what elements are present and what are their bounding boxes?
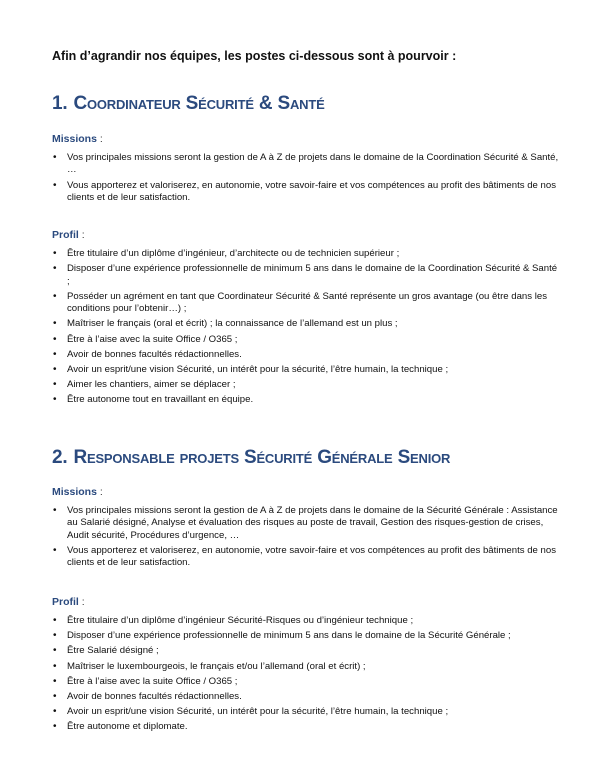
list-item: • Avoir un esprit/une vision Sécurité, un intérêt pour la sécurité, l’être humain, la technique ; bbox=[52, 706, 561, 718]
list-item: • Disposer d’une expérience professionnelle de minimum 5 ans dans le domaine de la Coordination Sécurité & Santé ; bbox=[52, 263, 561, 288]
list-item: • Avoir de bonnes facultés rédactionnelles. bbox=[52, 349, 561, 361]
list-item: • Vous apporterez et valoriserez, en autonomie, votre savoir-faire et vos compétences au profit des bâtiments de nos clients et de leur satisfaction. bbox=[52, 180, 561, 205]
list-item: • Maîtriser le français (oral et écrit) ; la connaissance de l’allemand est un plus ; bbox=[52, 318, 561, 330]
list-item: • Être autonome et diplomate. bbox=[52, 721, 561, 733]
list-item: • Être autonome tout en travaillant en équipe. bbox=[52, 394, 561, 406]
section-2-profil-list bbox=[52, 615, 561, 737]
section-2-title-text: Responsable projets Sécurité Générale Senior bbox=[73, 447, 451, 468]
section-2-missions-label bbox=[52, 486, 103, 498]
list-item: • Posséder un agrément en tant que Coordinateur Sécurité & Santé représente un gros avantage (ou être dans les conditions pour l’obtenir…) ; bbox=[52, 291, 561, 316]
profil-label-text: Profil bbox=[52, 596, 79, 608]
missions-label-text: Missions bbox=[52, 486, 97, 498]
section-2-profil-label bbox=[52, 596, 85, 608]
list-item: • Maîtriser le luxembourgeois, le français et/ou l’allemand (oral et écrit) ; bbox=[52, 661, 561, 673]
list-item: • Être titulaire d’un diplôme d’ingénieur Sécurité-Risques ou d’ingénieur technique ; bbox=[52, 615, 561, 627]
list-item: • Être titulaire d’un diplôme d’ingénieur, d’architecte ou de technicien supérieur ; bbox=[52, 248, 561, 260]
section-1-profil-label bbox=[52, 229, 85, 241]
section-1-missions-list bbox=[52, 152, 561, 207]
section-1-title bbox=[52, 93, 325, 115]
list-item: • Avoir de bonnes facultés rédactionnelles. bbox=[52, 691, 561, 703]
list-item: • Être à l’aise avec la suite Office / O365 ; bbox=[52, 676, 561, 688]
list-item: • Vos principales missions seront la gestion de A à Z de projets dans le domaine de la Coordination Sécurité & Santé, … bbox=[52, 152, 561, 177]
list-item: • Vous apporterez et valoriserez, en autonomie, votre savoir-faire et vos compétences au profit des bâtiments de nos clients et de leur satisfaction. bbox=[52, 545, 561, 570]
colon: : bbox=[81, 229, 85, 241]
section-1-missions-label bbox=[52, 133, 103, 145]
list-item: • Disposer d’une expérience professionnelle de minimum 5 ans dans le domaine de la Sécurité Générale ; bbox=[52, 630, 561, 642]
profil-label-text: Profil bbox=[52, 229, 79, 241]
section-1-number: 1. bbox=[52, 93, 68, 114]
list-item: • Être Salarié désigné ; bbox=[52, 645, 561, 657]
list-item: • Avoir un esprit/une vision Sécurité, un intérêt pour la sécurité, l’être humain, la technique ; bbox=[52, 364, 561, 376]
section-1-profil-list bbox=[52, 248, 561, 410]
section-1-title-text: Coordinateur Sécurité & Santé bbox=[73, 93, 325, 114]
section-2-number: 2. bbox=[52, 447, 68, 468]
section-2-missions-list bbox=[52, 505, 561, 573]
intro-text: Afin d’agrandir nos équipes, les postes ci-dessous sont à pourvoir : bbox=[52, 49, 457, 63]
colon: : bbox=[99, 486, 103, 498]
list-item: • Aimer les chantiers, aimer se déplacer ; bbox=[52, 379, 561, 391]
colon: : bbox=[99, 133, 103, 145]
list-item: • Être à l’aise avec la suite Office / O365 ; bbox=[52, 334, 561, 346]
colon: : bbox=[81, 596, 85, 608]
list-item: • Vos principales missions seront la gestion de A à Z de projets dans le domaine de la Sécurité Générale : Assistance au Salarié désigné, Analyse et évaluation des risques au poste de travail, Gestion des risques-gestion de crises, Audit sécurité, Procédures d’urgence, … bbox=[52, 505, 561, 542]
missions-label-text: Missions bbox=[52, 133, 97, 145]
section-2-title bbox=[52, 447, 450, 469]
